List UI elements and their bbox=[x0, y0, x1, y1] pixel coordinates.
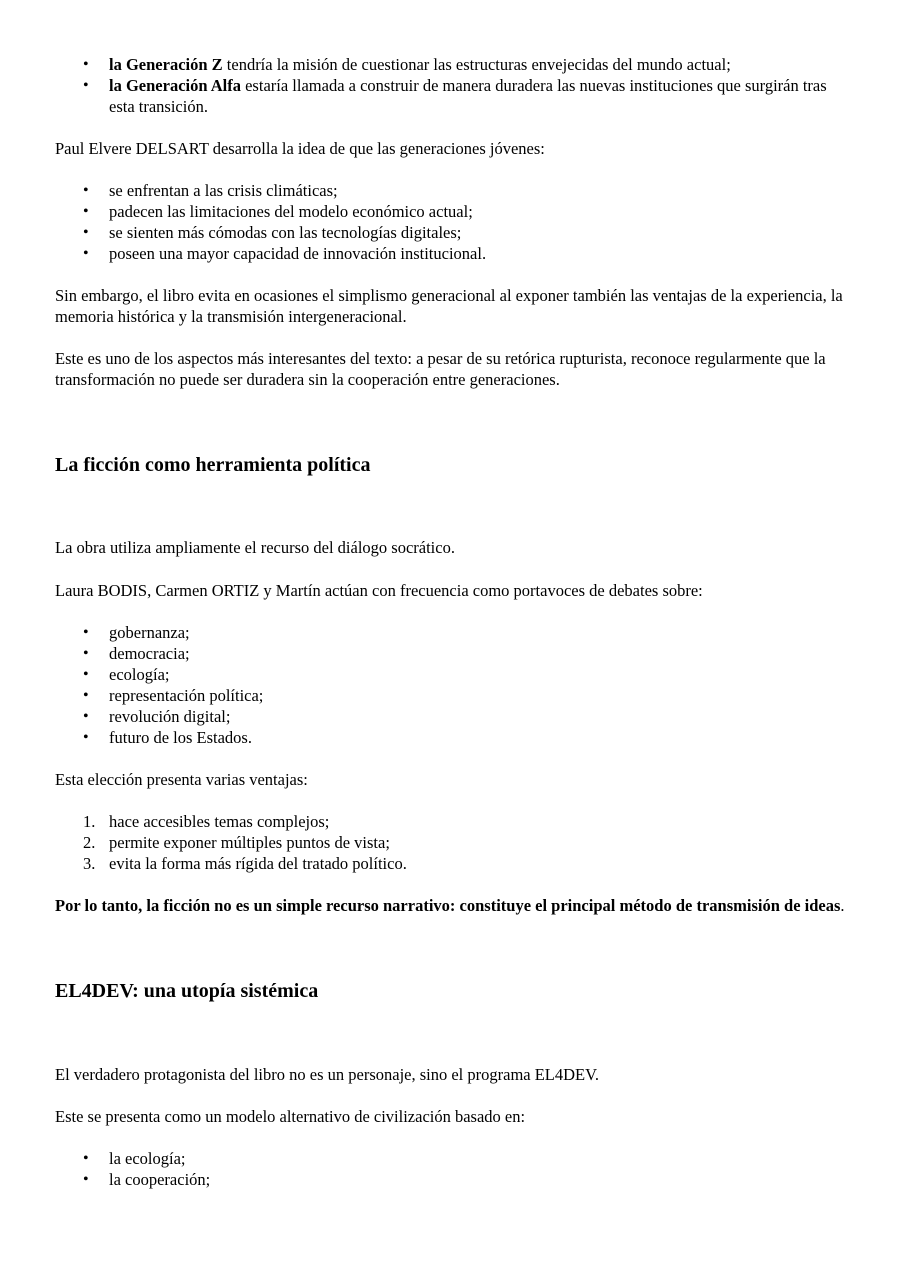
paragraph-delsart: Paul Elvere DELSART desarrolla la idea de que las generaciones jóvenes: bbox=[55, 139, 545, 158]
list-item: • se sienten más cómodas con las tecnologías digitales; bbox=[55, 222, 855, 243]
list-item: • la cooperación; bbox=[55, 1169, 855, 1190]
list-item: 1. hace accesibles temas complejos; bbox=[83, 812, 330, 831]
list-item: • revolución digital; bbox=[55, 706, 855, 727]
list-item: • padecen las limitaciones del modelo económico actual; bbox=[55, 201, 855, 222]
heading-ficcion: La ficción como herramienta política bbox=[55, 454, 371, 476]
advantages-list bbox=[55, 811, 855, 874]
list-item: • ecología; bbox=[55, 664, 855, 685]
generations-list bbox=[55, 54, 855, 117]
paragraph-modelo: Este se presenta como un modelo alternativo de civilización basado en: bbox=[55, 1107, 526, 1126]
youth-list bbox=[55, 180, 855, 264]
paragraph-conclusion: Por lo tanto, la ficción no es un simple recurso narrativo: constituye el principal método de transmisión de ideas. bbox=[55, 896, 845, 915]
paragraph-aspectos: Este es uno de los aspectos más interesantes del texto: a pesar de su retórica rupturista, reconoce regularmente que la transformación no puede ser duradera sin la cooperación entre generaciones. bbox=[55, 349, 826, 389]
list-item: • poseen una mayor capacidad de innovación institucional. bbox=[55, 243, 855, 264]
list-item: 2. permite exponer múltiples puntos de vista; bbox=[83, 833, 390, 852]
list-item: • gobernanza; bbox=[55, 622, 855, 643]
list-item: • democracia; bbox=[55, 643, 855, 664]
heading-el4dev: EL4DEV: una utopía sistémica bbox=[55, 980, 319, 1002]
model-list bbox=[55, 1148, 855, 1190]
document-page bbox=[55, 54, 855, 1190]
list-item: • la Generación Alfa estaría llamada a construir de manera duradera las nuevas instituciones que surgirán tras esta transición. bbox=[55, 75, 855, 117]
paragraph-portavoces: Laura BODIS, Carmen ORTIZ y Martín actúan con frecuencia como portavoces de debates sobre: bbox=[55, 581, 703, 600]
list-item: • la ecología; bbox=[55, 1148, 855, 1169]
paragraph-dialogo: La obra utiliza ampliamente el recurso del diálogo socrático. bbox=[55, 538, 455, 557]
list-item: • representación política; bbox=[55, 685, 855, 706]
paragraph-eleccion: Esta elección presenta varias ventajas: bbox=[55, 770, 308, 789]
list-item: 3. evita la forma más rígida del tratado político. bbox=[83, 854, 407, 873]
list-item: • futuro de los Estados. bbox=[55, 727, 855, 748]
topics-list bbox=[55, 622, 855, 748]
list-item: • la Generación Z tendría la misión de cuestionar las estructuras envejecidas del mundo actual; bbox=[55, 54, 855, 75]
paragraph-sin-embargo: Sin embargo, el libro evita en ocasiones el simplismo generacional al exponer también las ventajas de la experiencia, la memoria histórica y la transmisión intergeneracional. bbox=[55, 286, 843, 326]
paragraph-protagonista: El verdadero protagonista del libro no es un personaje, sino el programa EL4DEV. bbox=[55, 1065, 600, 1084]
list-item: • se enfrentan a las crisis climáticas; bbox=[55, 180, 855, 201]
